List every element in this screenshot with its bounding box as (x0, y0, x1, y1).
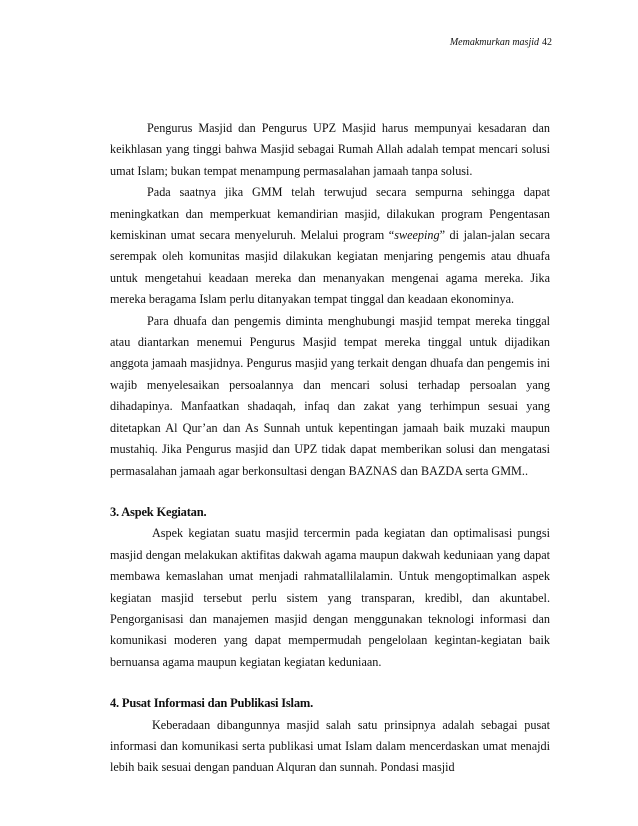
paragraph-pusat-informasi: Keberadaan dibangunnya masjid salah satu prinsipnya adalah sebagai pusat informasi dan komunikasi serta publikasi umat Islam dalam mencerdaskan umat menajdi lebih baik sesuai dengan panduan Alquran dan sunnah. Pondasi masjid (110, 717, 550, 775)
italic-term-sweeping: sweeping (394, 228, 440, 243)
paragraph-dhuafa-pengemis: Para dhuafa dan pengemis diminta menghubungi masjid tempat mereka tinggal atau diantarkan menemui Pengurus Masjid tempat mereka tinggal untuk dijadikan anggota jamaah masjidnya. Pengurus masjid yang terkait dengan dhuafa dan pengemis ini wajib menyelesaikan persoalannya dan mencari solusi terhadap persoalan yang dihadapinya. Manfaatkan shadaqah, infaq dan zakat yang terhimpun sesuai yang ditetapkan Al Qur’an dan As Sunnah untuk kepentingan jamaah baik muzaki maupun mustahiq. Jika Pengurus masjid dan UPZ tidak dapat memberikan solusi dan mengatasi permasalahan jamaah agar berkonsultasi dengan BAZNAS dan BAZDA serta GMM.. (110, 313, 550, 478)
paragraph-pengurus-masjid: Pengurus Masjid dan Pengurus UPZ Masjid harus mempunyai kesadaran dan keikhlasan yang tinggi bahwa Masjid sebagai Rumah Allah adalah tempat mencari solusi umat Islam; bukan tempat menampung permasalahan jamaah tanpa solusi. (110, 121, 550, 178)
paragraph-text: ” di jalan-jalan secara serempak oleh komunitas masjid dilakukan kegiatan menjaring pengemis atau dhuafa untuk mengetahui keadaan mereka dan menanyakan mengenai agama mereka. Jika mereka beragama Islam perlu ditanyakan tempat tinggal dan keadaan ekonominya. (110, 228, 550, 307)
page-number: 42 (542, 37, 552, 48)
page-body (110, 118, 550, 779)
paragraph-aspek-kegiatan: Aspek kegiatan suatu masjid tercermin pada kegiatan dan optimalisasi pungsi masjid dengan melakukan aktifitas dakwah agama maupun dakwah keduniaan yang dapat membawa kemaslahan umat menjadi rahmatallilalamin. Untuk mengoptimalkan aspek kegiatan masjid tersebut perlu sistem yang transparan, kredibl, dan akuntabel. Pengorganisasi dan manajemen masjid dengan menggunakan teknologi informasi dan komunikasi moderen yang dapat mempermudah pengelolaan kegintan-kegiatan baik bernuansa agama maupun kegiatan kegiatan keduniaan. (110, 526, 550, 669)
section-heading-pusat-informasi: 4. Pusat Informasi dan Publikasi Islam. (110, 696, 314, 711)
section-heading-aspek-kegiatan: 3. Aspek Kegiatan. (110, 504, 207, 519)
paragraph-text: Pada saatnya jika GMM telah terwujud secara sempurna sehingga dapat meningkatkan dan memperkuat kemandirian masjid, dilakukan program Pengentasan kemiskinan umat secara menyeluruh. Melalui program “ (110, 185, 550, 243)
running-header (450, 37, 552, 48)
paragraph-program-pengentasan (110, 182, 550, 310)
running-title: Memakmurkan masjid (449, 37, 539, 48)
